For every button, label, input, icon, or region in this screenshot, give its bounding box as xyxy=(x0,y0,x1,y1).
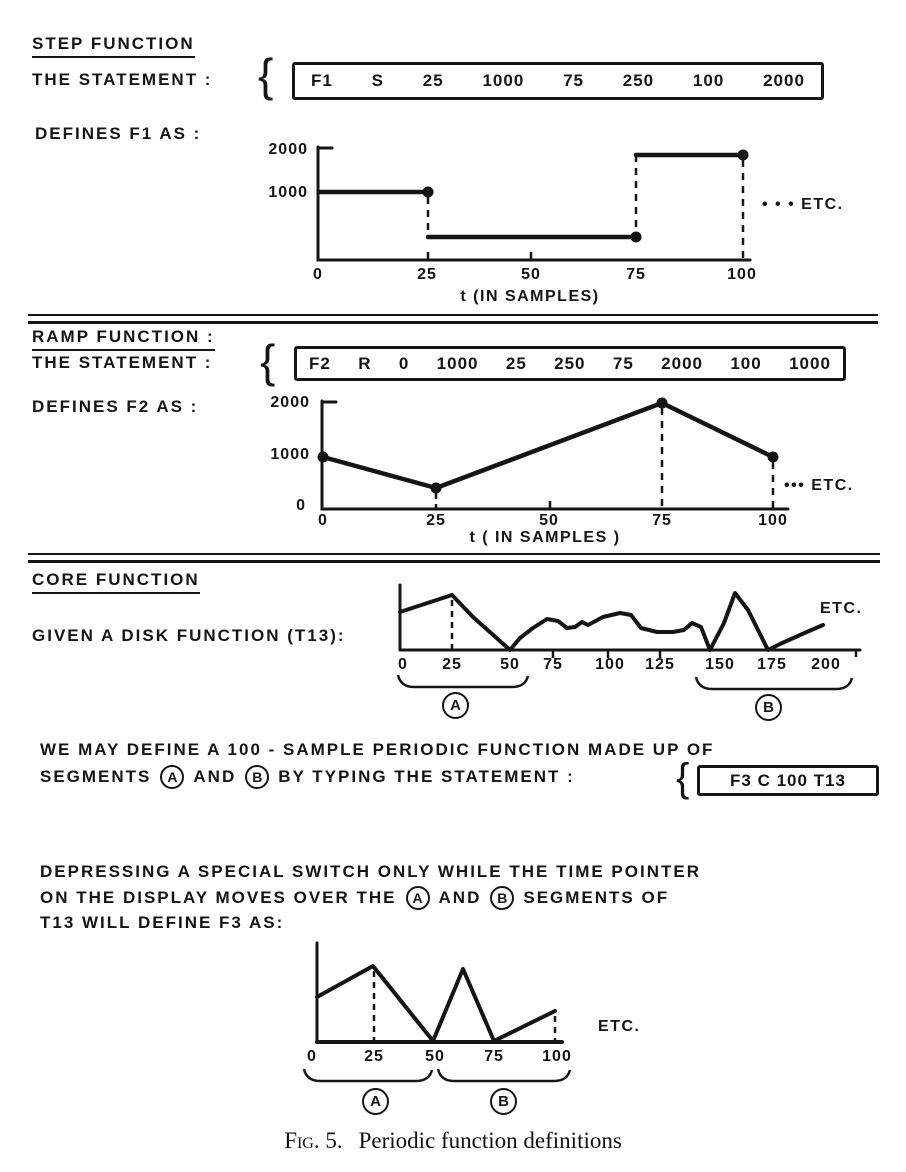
ramp-token: 1000 xyxy=(789,353,831,373)
ramp-token: 250 xyxy=(554,353,586,373)
ramp-token: 1000 xyxy=(436,353,479,373)
para1-line2 xyxy=(40,765,575,789)
core-etc-label: ETC. xyxy=(820,600,863,617)
ramp-token: F2 xyxy=(309,353,331,373)
step-statement-label: THE STATEMENT : xyxy=(32,70,213,89)
segment-b-badge-inline: B xyxy=(245,765,269,789)
step-x-tick: 0 xyxy=(313,266,323,283)
f3-statement-box xyxy=(697,765,879,796)
ramp-open-brace: { xyxy=(260,335,276,387)
core-section-heading xyxy=(32,570,200,590)
step-token: S xyxy=(371,71,384,90)
step-y-tick-2000: 2000 xyxy=(268,141,308,158)
figure-caption-label: Fig. 5. xyxy=(284,1128,343,1153)
para2-line2-mid: AND xyxy=(438,888,482,907)
core-x-tick: 125 xyxy=(645,656,675,673)
core-x-tick: 0 xyxy=(398,656,408,673)
ramp-x-tick: 75 xyxy=(652,512,672,529)
core-x-tick: 175 xyxy=(757,656,787,673)
ramp-plot xyxy=(310,396,850,521)
core-segment-b-brace xyxy=(694,676,854,692)
para2-line2-post: SEGMENTS OF xyxy=(523,888,670,907)
step-token: 250 xyxy=(622,71,655,90)
step-y-tick-1000: 1000 xyxy=(268,184,308,201)
para2-line2 xyxy=(40,886,669,910)
ramp-section-heading xyxy=(32,327,215,347)
step-defines-label: DEFINES F1 AS : xyxy=(35,124,202,143)
ramp-statement-box xyxy=(294,346,846,381)
ramp-token: 2000 xyxy=(661,353,703,373)
f3-x-tick: 100 xyxy=(542,1048,572,1065)
core-x-tick: 150 xyxy=(705,656,735,673)
para1-line2-pre: SEGMENTS xyxy=(40,767,152,786)
ramp-statement-label: THE STATEMENT : xyxy=(32,353,213,372)
figure-caption xyxy=(153,1128,753,1154)
ramp-y-tick-0: 0 xyxy=(296,497,306,514)
f3-etc-label: ETC. xyxy=(598,1018,641,1035)
para2-line2-pre: ON THE DISPLAY MOVES OVER THE xyxy=(40,888,397,907)
para1-line2-mid: AND xyxy=(193,767,237,786)
core-x-tick: 75 xyxy=(543,656,563,673)
figure-caption-text: Periodic function definitions xyxy=(358,1128,622,1153)
core-segment-a-badge: A xyxy=(442,692,469,719)
step-open-brace: { xyxy=(258,49,274,101)
para1-open-brace: { xyxy=(676,756,690,800)
f3-plot xyxy=(310,940,615,1048)
core-segment-a-brace xyxy=(396,674,530,690)
f3-segment-b-badge: B xyxy=(490,1088,517,1115)
core-heading-text: CORE FUNCTION xyxy=(32,570,200,594)
para1-line2-post: BY TYPING THE STATEMENT : xyxy=(278,767,575,786)
segment-a-badge-inline: A xyxy=(406,886,430,910)
f3-segment-a-brace xyxy=(302,1068,434,1084)
ramp-token: 0 xyxy=(398,353,410,373)
step-statement-box xyxy=(292,62,824,100)
ramp-etc-label: ••• ETC. xyxy=(784,477,854,494)
core-x-tick: 200 xyxy=(811,656,841,673)
step-x-tick: 50 xyxy=(521,266,541,283)
ramp-token: 75 xyxy=(612,353,634,373)
f3-statement-text: F3 C 100 T13 xyxy=(730,770,846,790)
step-section-heading xyxy=(32,34,195,54)
ramp-heading-text: RAMP FUNCTION : xyxy=(32,327,215,351)
ramp-x-tick: 0 xyxy=(318,512,328,529)
para1-line1: WE MAY DEFINE A 100 - SAMPLE PERIODIC FUNCTION MADE UP OF xyxy=(40,740,715,759)
core-x-tick: 50 xyxy=(500,656,520,673)
step-heading-text: STEP FUNCTION xyxy=(32,34,195,58)
section-divider xyxy=(28,314,878,324)
f3-x-tick: 25 xyxy=(364,1048,384,1065)
para2-line1: DEPRESSING A SPECIAL SWITCH ONLY WHILE THE TIME POINTER xyxy=(40,862,701,881)
step-x-tick: 25 xyxy=(417,266,437,283)
step-token: 25 xyxy=(422,71,444,90)
segment-b-badge-inline: B xyxy=(490,886,514,910)
step-token: F1 xyxy=(311,71,333,90)
step-token: 100 xyxy=(692,71,725,90)
step-token: 75 xyxy=(563,71,584,90)
step-plot xyxy=(300,140,790,270)
core-x-tick: 100 xyxy=(595,656,625,673)
ramp-y-tick-2000: 2000 xyxy=(270,394,310,411)
ramp-token: 25 xyxy=(505,353,527,373)
f3-x-tick: 75 xyxy=(484,1048,504,1065)
ramp-x-tick: 100 xyxy=(758,512,788,529)
ramp-x-tick: 25 xyxy=(426,512,446,529)
step-token: 2000 xyxy=(763,71,805,90)
step-x-tick: 75 xyxy=(626,266,646,283)
ramp-xaxis-label: t ( IN SAMPLES ) xyxy=(469,529,621,546)
ramp-defines-label: DEFINES F2 AS : xyxy=(32,397,199,416)
step-token: 1000 xyxy=(482,71,525,90)
f3-segment-a-badge: A xyxy=(362,1088,389,1115)
core-segment-b-badge: B xyxy=(755,694,782,721)
step-etc-label: • • • ETC. xyxy=(762,196,844,213)
core-given-label: GIVEN A DISK FUNCTION (T13): xyxy=(32,626,346,645)
ramp-token: R xyxy=(358,353,372,373)
ramp-x-tick: 50 xyxy=(539,512,559,529)
step-x-tick: 100 xyxy=(727,266,757,283)
step-xaxis-label: t (IN SAMPLES) xyxy=(460,288,600,305)
core-x-tick: 25 xyxy=(442,656,462,673)
para2-line3: T13 WILL DEFINE F3 AS: xyxy=(40,913,285,932)
section-divider xyxy=(28,553,880,563)
f3-x-tick: 0 xyxy=(307,1048,317,1065)
f3-x-tick: 50 xyxy=(425,1048,445,1065)
ramp-y-tick-1000: 1000 xyxy=(270,446,310,463)
segment-a-badge-inline: A xyxy=(160,765,184,789)
ramp-token: 100 xyxy=(730,353,762,373)
f3-segment-b-brace xyxy=(436,1068,572,1084)
